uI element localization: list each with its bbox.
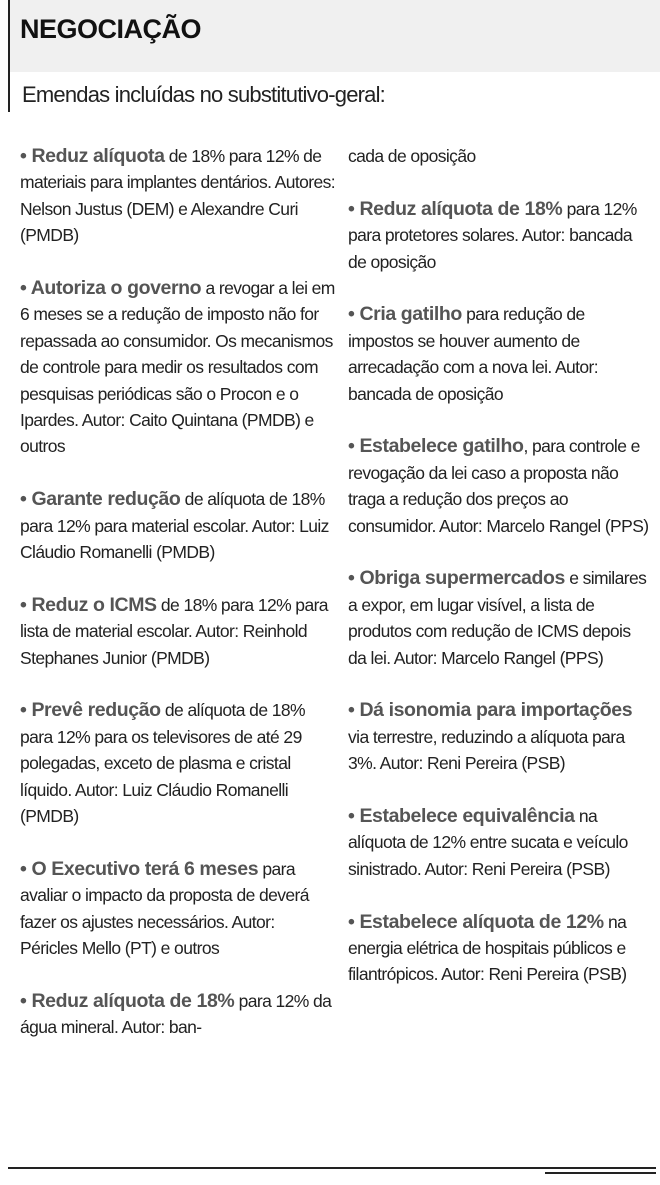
amendment-item: [348, 433, 652, 539]
box-title: NEGOCIAÇÃO: [20, 14, 202, 44]
amendment-item: [348, 301, 652, 407]
amendment-item: [20, 275, 336, 460]
left-column: [20, 143, 336, 1067]
item-heading: • Obriga supermercados: [348, 567, 565, 590]
item-heading: • O Executivo terá 6 meses: [20, 857, 259, 880]
amendment-item: [348, 909, 652, 988]
amendment-item: [348, 803, 652, 882]
item-heading: • Estabelece gatilho: [348, 435, 524, 458]
item-heading: • Reduz o ICMS: [20, 593, 157, 616]
amendment-item: [20, 486, 336, 565]
item-text: para 12% para protetores solares. Autor: bancada de oposição: [348, 198, 637, 272]
item-heading: • Estabelece equivalência: [348, 805, 575, 828]
lead-text: Emendas incluídas no substitutivo-geral:: [22, 82, 385, 107]
item-text: de alíquota de 18% para 12% para material escolar. Autor: Luiz Cláudio Romanelli (PMDB): [20, 489, 329, 563]
item-text: de alíquota de 18% para 12% para os televisores de até 29 polegadas, exceto de plasma e cristal líquido. Autor: Luiz Cláudio Romanelli (PMDB): [20, 700, 305, 827]
item-heading: • Reduz alíquota: [20, 145, 165, 167]
item-text: de 18% para 12% de materiais para implantes dentários. Autores: Nelson Justus (DEM) e Alexandre Curi (PMDB): [20, 146, 336, 246]
item-text: na alíquota de 12% entre sucata e veículo sinistrado. Autor: Reni Pereira (PSB): [348, 806, 628, 879]
amendment-item: [20, 988, 336, 1041]
amendment-item: [348, 565, 652, 671]
amendment-item: [20, 856, 336, 962]
item-text: para avaliar o impacto da proposta de deverá fazer os ajustes necessários. Autor: Péricles Mello (PT) e outros: [20, 858, 309, 959]
bottom-rule: [8, 1167, 656, 1169]
item-heading: • Autoriza o governo: [20, 277, 202, 300]
item-heading: • Garante redução: [20, 488, 181, 511]
item-text: de 18% para 12% para lista de material escolar. Autor: Reinhold Stephanes Junior (PMDB): [20, 594, 328, 668]
item-text: na energia elétrica de hospitais públicos e filantrópicos. Autor: Reni Pereira (PSB): [348, 911, 627, 985]
right-column: [348, 143, 652, 1014]
item-text: a revogar a lei em 6 meses se a redução de imposto não for repassada ao consumidor. Os mecanismos de controle para medir os resultados com pesquisas periódicas são o Procon e o Ipardes. Autor: Caito Quintana (PMDB) e outros: [20, 278, 335, 457]
amendment-item: [348, 196, 652, 275]
amendment-item: [20, 592, 336, 671]
bottom-rule-accent: [545, 1172, 656, 1174]
accent-line: [8, 0, 10, 112]
amendment-item: [20, 697, 336, 829]
item-heading: • Prevê redução: [20, 699, 161, 722]
item-heading: • Estabelece alíquota de 12%: [348, 910, 604, 933]
item-text: para redução de impostos se houver aumento de arrecadação com a nova lei. Autor: bancada de oposição: [348, 304, 599, 404]
item-heading: • Dá isonomia para importações: [348, 699, 633, 722]
item-text: e similares a expor, em lugar visível, a lista de produtos com redução de ICMS depois da lei. Autor: Marcelo Rangel (PPS): [348, 568, 647, 668]
item-text: para 12% da água mineral. Autor: ban-: [20, 990, 332, 1038]
item-heading: • Reduz alíquota de 18%: [348, 197, 563, 220]
item-heading: • Reduz alíquota de 18%: [20, 989, 235, 1012]
item-heading: • Cria gatilho: [348, 303, 462, 326]
amendment-item: [348, 697, 652, 776]
continued-text: cada de oposição: [348, 146, 476, 166]
amendment-item: [20, 143, 336, 249]
item-text: via terrestre, reduzindo a alíquota para 3%. Autor: Reni Pereira (PSB): [348, 726, 625, 774]
item-text: , para controle e revogação da lei caso a proposta não traga a redução dos preços ao consumidor. Autor: Marcelo Rangel (PPS): [348, 436, 649, 536]
